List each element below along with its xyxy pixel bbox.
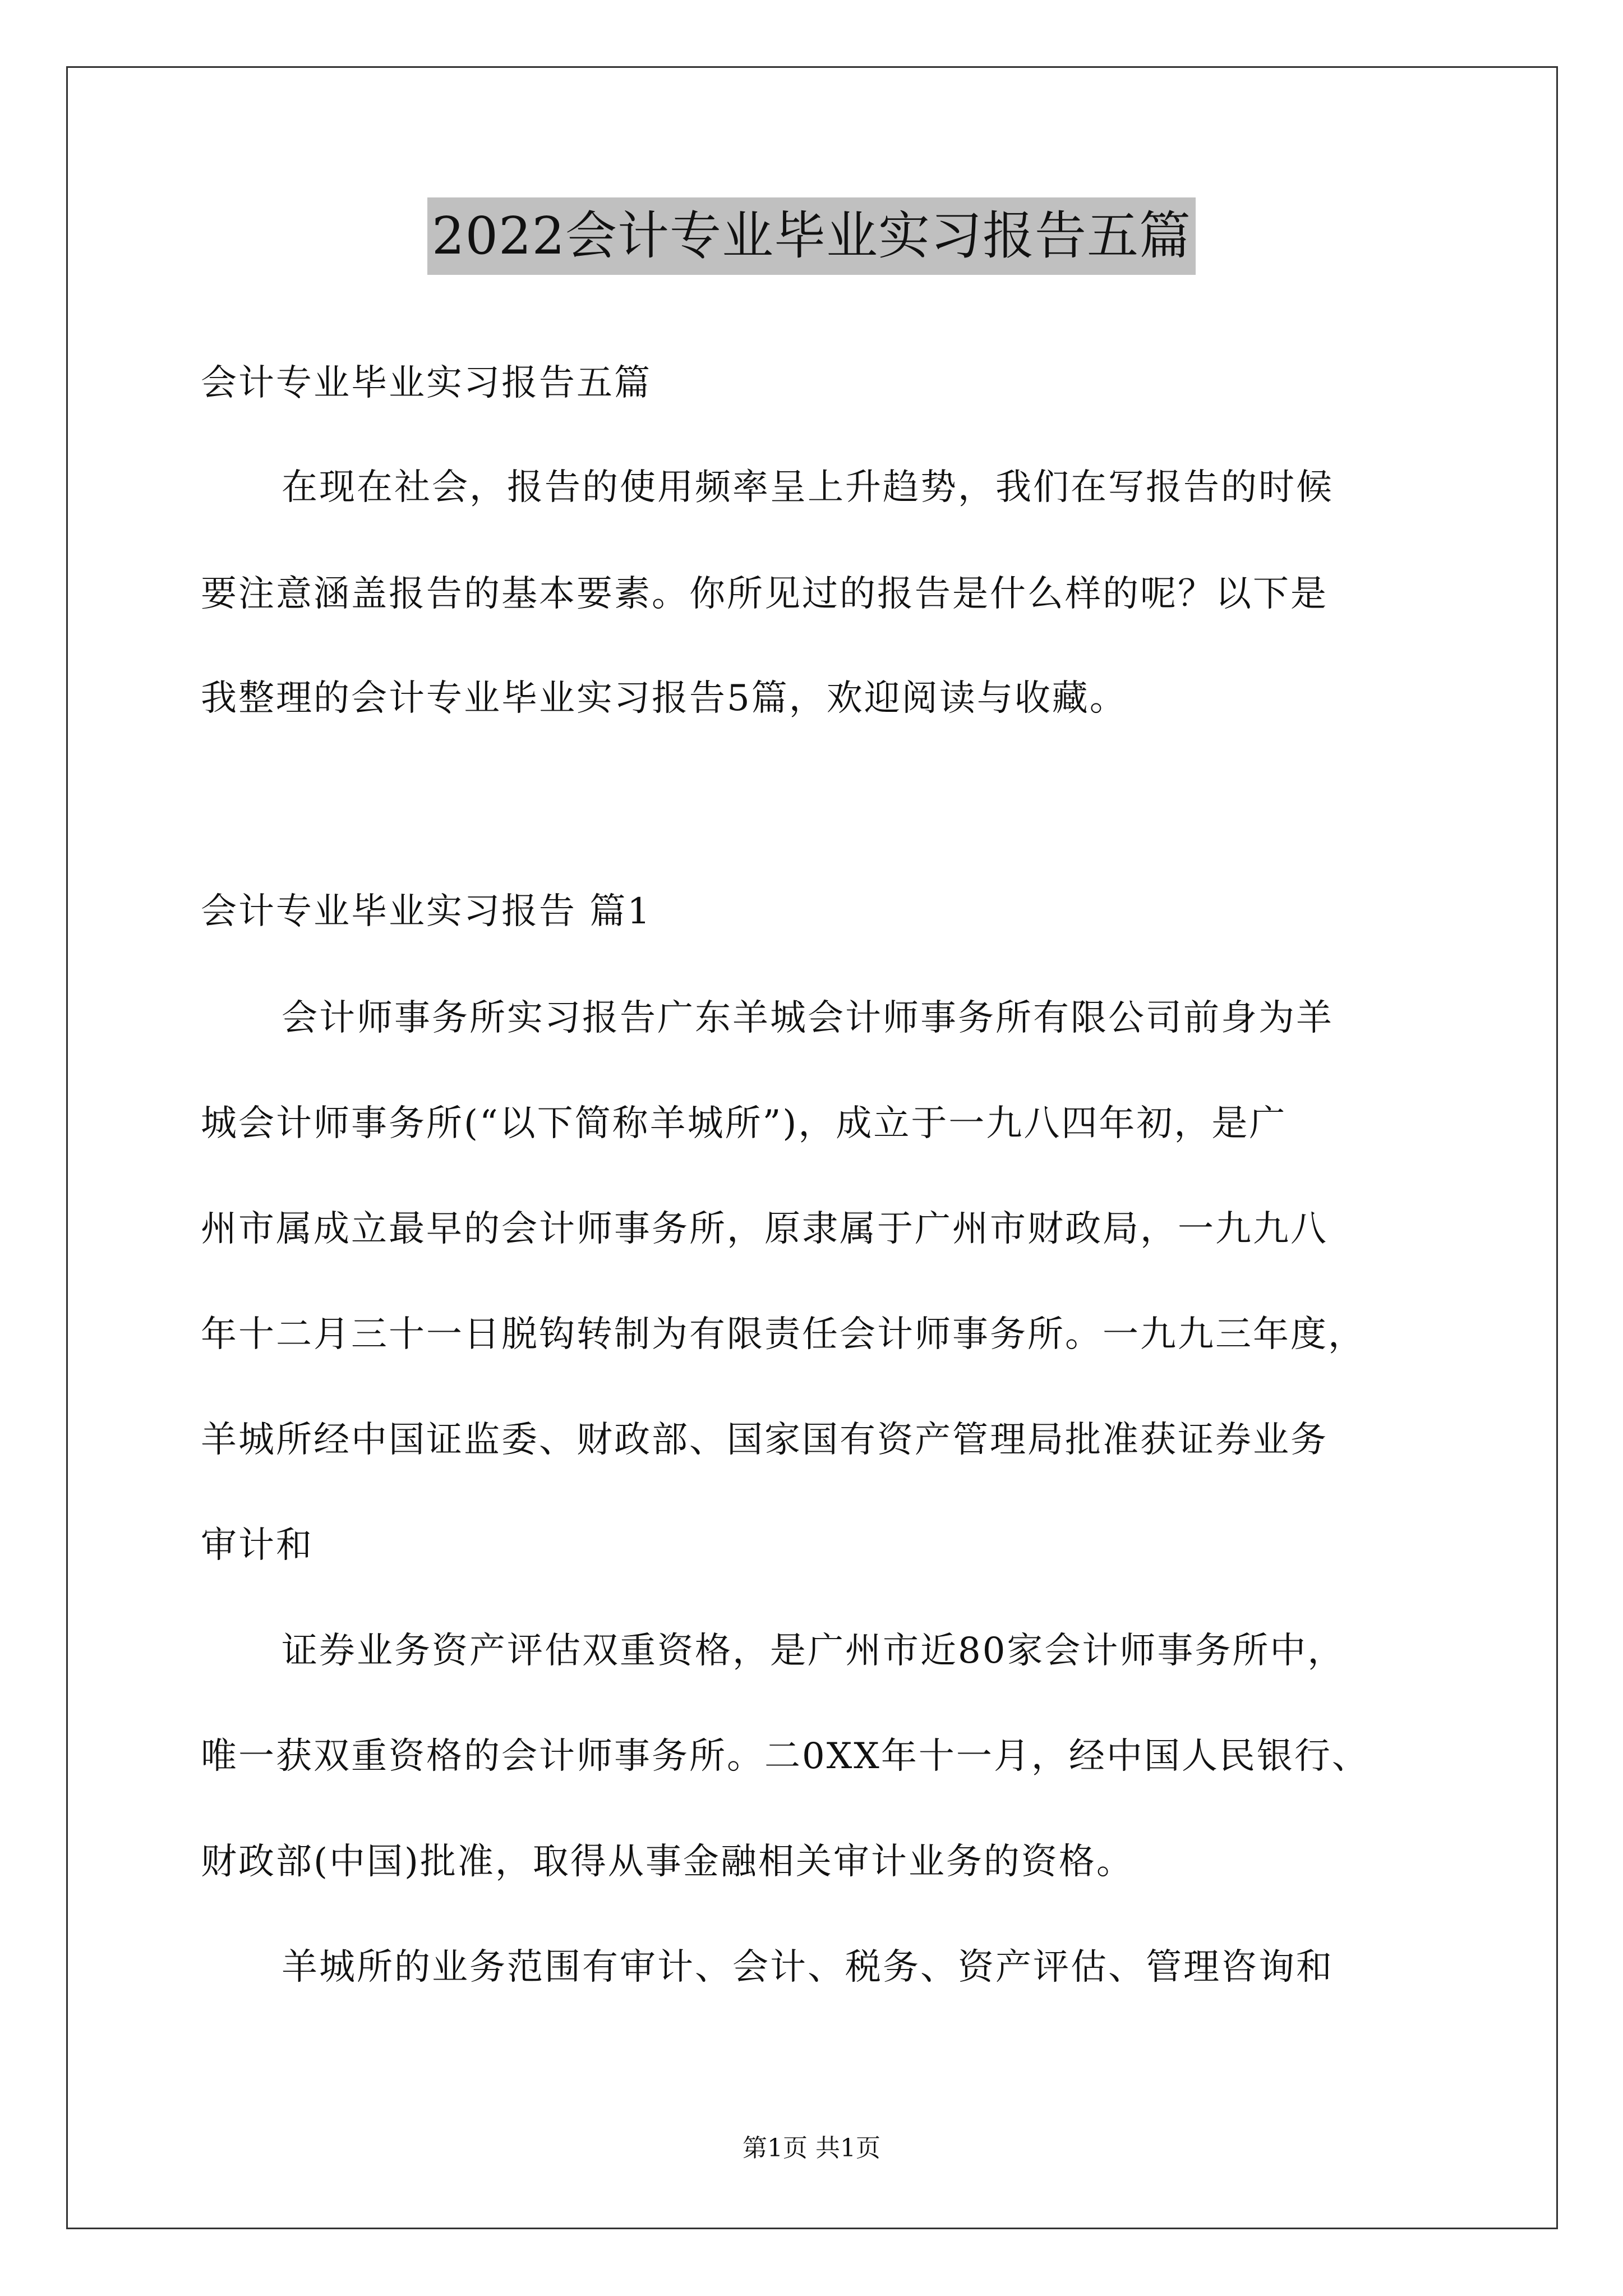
section-1-para-1-line-3: 州市属成立最早的会计师事务所，原隶属于广州市财政局，一九九八 [201,1208,1328,1250]
section-1-para-3-line-1: 羊城所的业务范围有审计、会计、税务、资产评估、管理咨询和 [282,1947,1334,1988]
subtitle: 会计专业毕业实习报告五篇 [201,362,652,404]
section-1-para-1-line-6: 审计和 [201,1525,313,1566]
section-1-para-2-line-3: 财政部(中国)批准，取得从事金融相关审计业务的资格。 [201,1841,1134,1883]
intro-line-1: 在现在社会，报告的使用频率呈上升趋势，我们在写报告的时候 [282,467,1334,508]
page-footer: 第1页 共1页 [743,2134,880,2162]
section-1-para-1-line-4: 年十二月三十一日脱钩转制为有限责任会计师事务所。一九九三年度， [201,1314,1366,1355]
document-title-text: 2022会计专业毕业实习报告五篇 [427,197,1196,275]
section-1-para-1-line-1: 会计师事务所实习报告广东羊城会计师事务所有限公司前身为羊 [282,997,1334,1039]
document-title [0,197,1623,282]
section-1-para-2-line-2: 唯一获双重资格的会计师事务所。二0XX年十一月，经中国人民银行、 [201,1736,1370,1777]
intro-line-2: 要注意涵盖报告的基本要素。你所见过的报告是什么样的呢？以下是 [201,573,1328,615]
section-1-heading: 会计专业毕业实习报告 篇1 [201,891,652,932]
section-1-para-2-line-1: 证券业务资产评估双重资格，是广州市近80家会计师事务所中， [282,1630,1345,1672]
section-1-para-1-line-2: 城会计师事务所(“以下简称羊城所”)，成立于一九八四年初，是广 [201,1103,1287,1144]
intro-line-3: 我整理的会计专业毕业实习报告5篇，欢迎阅读与收藏。 [201,678,1127,719]
section-1-para-1-line-5: 羊城所经中国证监委、财政部、国家国有资产管理局批准获证券业务 [201,1419,1328,1461]
